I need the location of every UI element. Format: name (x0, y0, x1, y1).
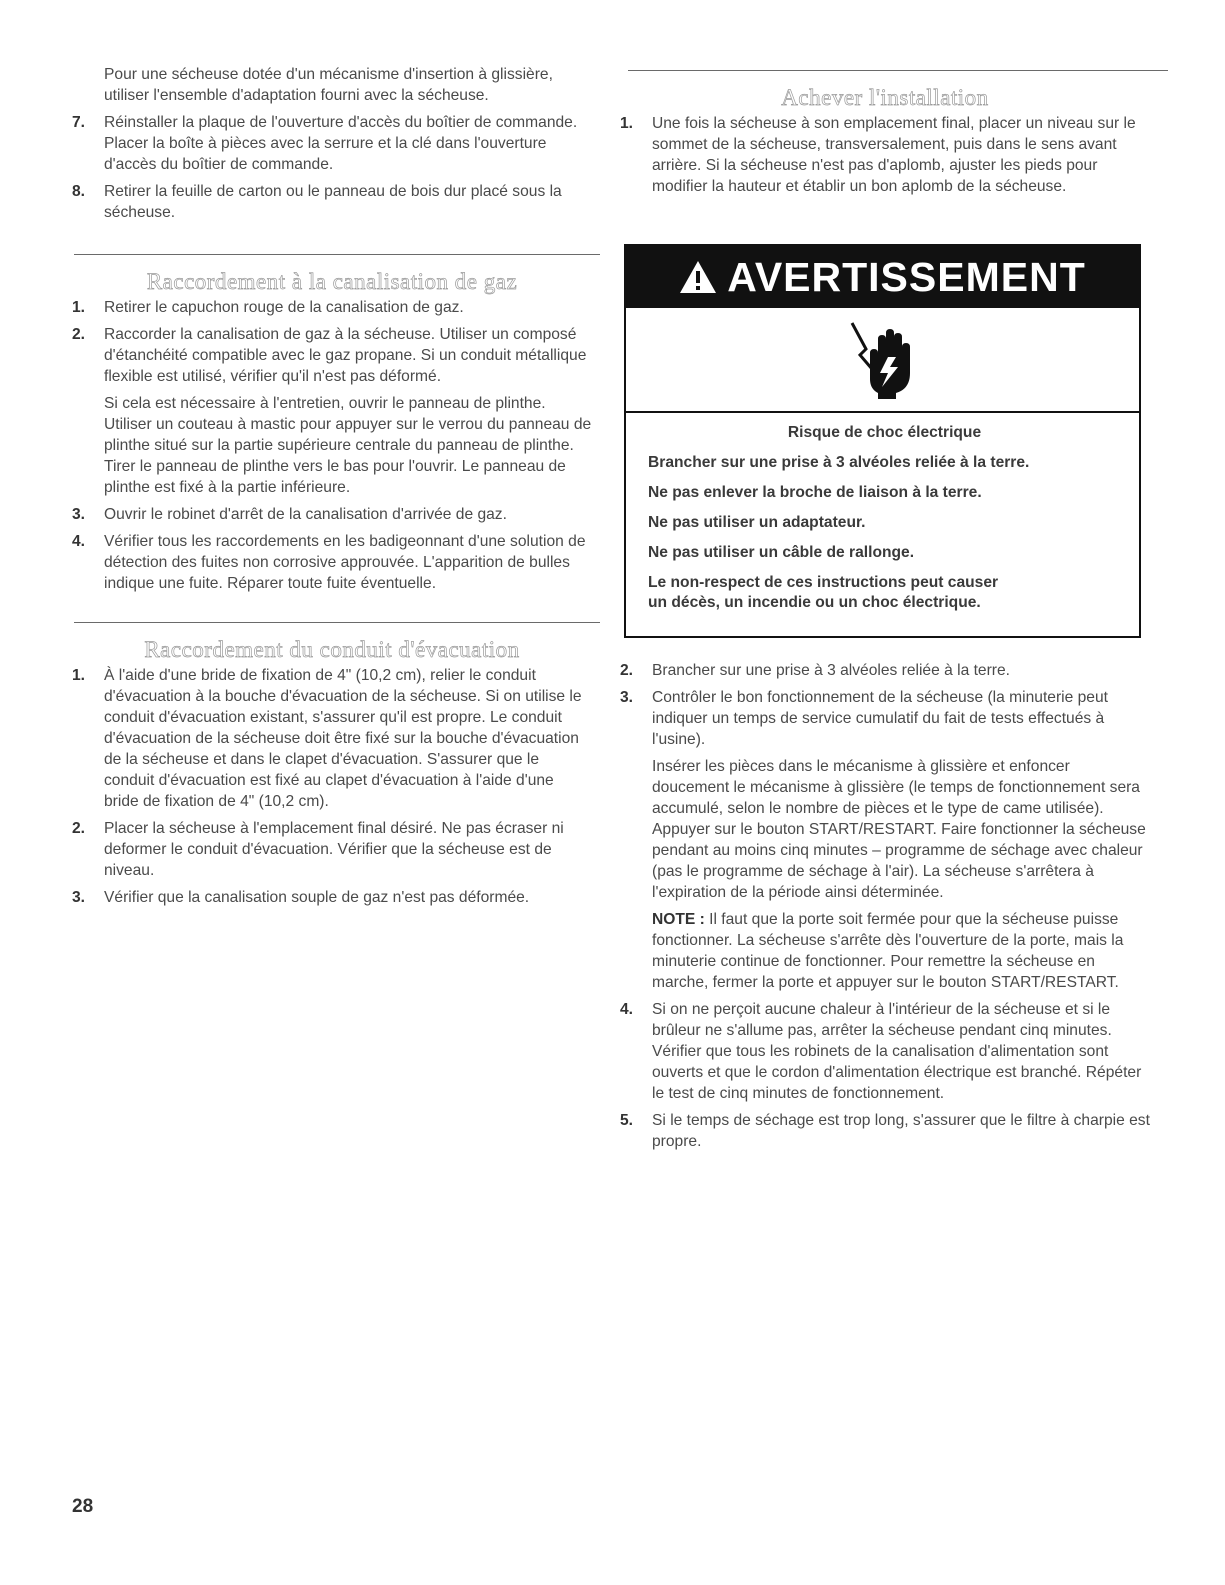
gas-step-3: 3. Ouvrir le robinet d'arrêt de la canalisation d'arrivée de gaz. (72, 506, 507, 523)
section-title-finish: Achever l'installation (781, 85, 989, 110)
page-number: 28 (72, 1496, 94, 1517)
warning-line: Ne pas utiliser un câble de rallonge. (648, 544, 915, 561)
finish-step-4: 4. Si on ne perçoit aucune chaleur à l'intérieur de la sécheuse et si le brûleur ne s'allume pas, arrêter la sécheuse pendant cinq minutes. Vérifier que tous les robinets de la canalisation d'alimentation sont ouverts et que le cordon d'alimentation électrique est branché. Répéter le test de cinq minutes de fonctionnement. (620, 1001, 1142, 1102)
note-paragraph: NOTE : Il faut que la porte soit fermée pour que la sécheuse puisse fonctionner. La sécheuse s'arrête dès l'ouverture de la porte, mais la minuterie continue de fonctionner. Pour remettre la sécheuse en marche, fermer la porte et appuyer sur le bouton START/RESTART. (652, 911, 1124, 991)
left-column (72, 0, 592, 908)
warning-triangle-icon (679, 260, 717, 294)
right-column (620, 0, 1150, 197)
finish-step-5: 5. Si le temps de séchage est trop long, s'assurer que le filtre à charpie est propre. (620, 1112, 1150, 1150)
section-title-vent: Raccordement du conduit d'évacuation (144, 637, 520, 662)
vent-step-2: 2. Placer la sécheuse à l'emplacement final désiré. Ne pas écraser ni deformer le conduit d'évacuation. Vérifier que la sécheuse est de niveau. (72, 820, 564, 879)
hazard-title: Risque de choc électrique (787, 424, 982, 441)
section-title-gas: Raccordement à la canalisation de gaz (146, 269, 518, 294)
list-item-7: 7. Réinstaller la plaque de l'ouverture d'accès du boîtier de commande. Placer la boîte à pièces avec la serrure et la clé dans l'ouverture d'accès du boîtier de commande. (72, 114, 578, 173)
warning-heading: AVERTISSEMENT (727, 253, 1086, 300)
warning-consequence: Le non-respect de ces instructions peut causer (648, 574, 999, 591)
intro-paragraph: Pour une sécheuse dotée d'un mécanisme d'insertion à glissière, utiliser l'ensemble d'adaptation fourni avec la sécheuse. (104, 66, 553, 104)
right-column-lower (620, 660, 1150, 1152)
gas-step-2-detail: Si cela est nécessaire à l'entretien, ouvrir le panneau de plinthe. Utiliser un couteau à mastic pour appuyer sur le verrou du panneau de plinthe situé sur la partie supérieure centrale du panneau de plinthe. Tirer le panneau de plinthe vers le bas pour l'ouvrir. Le panneau de plinthe est fixé à la partie inférieure. (104, 395, 592, 496)
finish-step-2: 2. Brancher sur une prise à 3 alvéoles reliée à la terre. (620, 662, 1010, 679)
finish-step-1: 1. Une fois la sécheuse à son emplacement final, placer un niveau sur le sommet de la sécheuse, transversalement, puis dans le sens avant arrière. Si la sécheuse n'est pas d'aplomb, ajuster les pieds pour modifier la hauteur et établir un bon aplomb de la sécheuse. (620, 115, 1136, 195)
warning-line: Ne pas enlever la broche de liaison à la terre. (648, 484, 982, 501)
vent-step-1: 1. À l'aide d'une bride de fixation de 4" (10,2 cm), relier le conduit d'évacuation à la bouche d'évacuation de la sécheuse. Si on utilise le conduit d'évacuation existant, s'assurer qu'il est propre. Le conduit d'évacuation de la sécheuse doit être fixé sur la bouche d'évacuation de la sécheuse et dans le clapet d'évacuation. S'assurer que le conduit d'évacuation est fixé au clapet d'évacuation à l'aide d'une bride de fixation de 4" (10,2 cm). (72, 667, 582, 810)
warning-line: Ne pas utiliser un adaptateur. (648, 514, 866, 531)
finish-step-3: 3. Contrôler le bon fonctionnement de la sécheuse (la minuterie peut indiquer un temps de service cumulatif du fait de tests effectués à l'usine). (620, 689, 1108, 748)
electrical-shock-hazard-icon (848, 319, 918, 401)
note-label: NOTE : (652, 911, 705, 928)
warning-box (624, 244, 1141, 638)
vent-step-3: 3. Vérifier que la canalisation souple de gaz n'est pas déformée. (72, 889, 530, 906)
warning-consequence: un décès, un incendie ou un choc électrique. (648, 594, 981, 611)
warning-line: Brancher sur une prise à 3 alvéoles reliée à la terre. (648, 454, 1030, 471)
list-item-8: 8. Retirer la feuille de carton ou le panneau de bois dur placé sous la sécheuse. (72, 183, 562, 221)
warning-banner (626, 246, 1139, 308)
gas-step-4: 4. Vérifier tous les raccordements en les badigeonnant d'une solution de détection des fuites non corrosive approuvée. L'apparition de bulles indique une fuite. Réparer toute fuite éventuelle. (72, 533, 586, 592)
finish-step-3-detail: Insérer les pièces dans le mécanisme à glissière et enfoncer doucement le mécanisme à glissière (le temps de fonctionnement sera accumulé, selon le nombre de pièces et le type de came utilisée). Appuyer sur le bouton START/RESTART. Faire fonctionner la sécheuse pendant au moins cinq minutes – programme de séchage avec chaleur (pas le programme de séchage à l'air). La sécheuse s'arrêtera à l'expiration de la période ainsi déterminée. (652, 758, 1146, 901)
gas-step-2: 2. Raccorder la canalisation de gaz à la sécheuse. Utiliser un composé d'étanchéité compatible avec le gaz propane. Si un conduit métallique flexible est utilisé, vérifier qu'il n'est pas déformé. (72, 326, 587, 385)
gas-step-1: 1. Retirer le capuchon rouge de la canalisation de gaz. (72, 299, 464, 316)
